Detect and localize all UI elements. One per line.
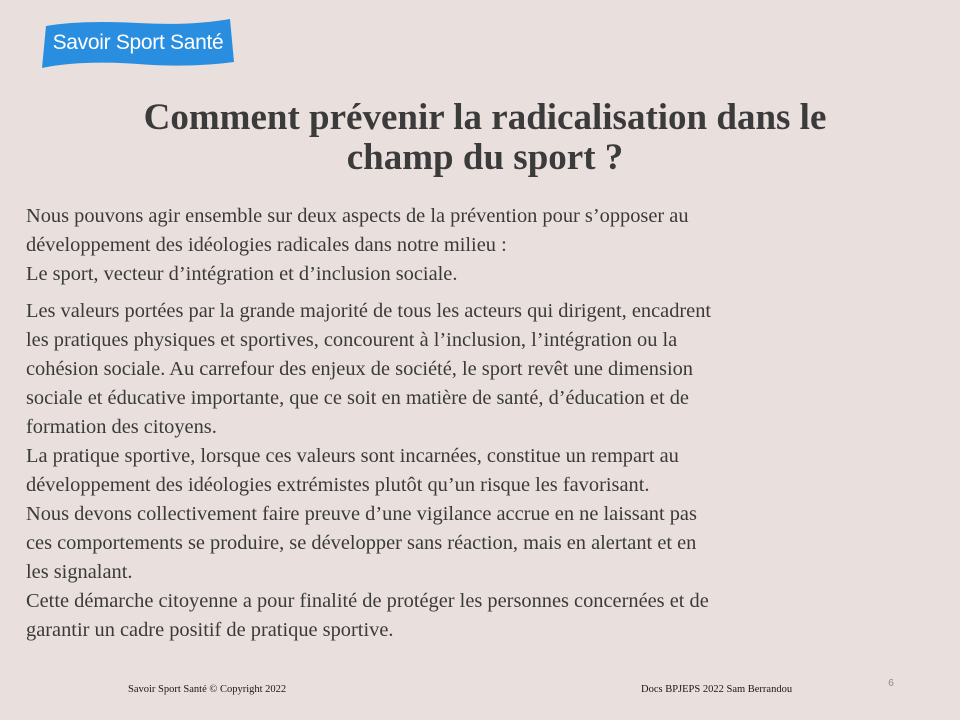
title-line: champ du sport ? (346, 137, 624, 178)
text-line: Nous devons collectivement faire preuve d’une vigilance accrue en ne laissant pas (26, 503, 697, 525)
page-number: 6 (888, 678, 894, 689)
footer-copyright: Savoir Sport Santé © Copyright 2022 (128, 684, 287, 695)
intro-paragraph (26, 202, 936, 289)
text-line: formation des citoyens. (26, 416, 217, 438)
text-line: cohésion sociale. Au carrefour des enjeux de société, le sport revêt une dimension (26, 358, 693, 380)
logo (40, 18, 236, 70)
values-paragraph (26, 297, 936, 645)
text-line: garantir un cadre positif de pratique sportive. (26, 619, 394, 641)
page-title (60, 98, 910, 178)
title-line: Comment prévenir la radicalisation dans le (143, 97, 827, 138)
footer-author: Docs BPJEPS 2022 Sam Berrandou (641, 684, 793, 695)
text-line: Nous pouvons agir ensemble sur deux aspects de la prévention pour s’opposer au (26, 205, 689, 227)
text-line: sociale et éducative importante, que ce soit en matière de santé, d’éducation et de (26, 387, 689, 409)
text-line: ces comportements se produire, se développer sans réaction, mais en alertant et en (26, 532, 697, 554)
text-line: les signalant. (26, 561, 133, 583)
body-text (26, 202, 936, 645)
text-line: Le sport, vecteur d’intégration et d’inclusion sociale. (26, 263, 458, 285)
text-line: développement des idéologies extrémistes plutôt qu’un risque les favorisant. (26, 474, 650, 496)
text-line: développement des idéologies radicales dans notre milieu : (26, 234, 507, 256)
text-line: La pratique sportive, lorsque ces valeurs sont incarnées, constitue un rempart au (26, 445, 679, 467)
text-line: Cette démarche citoyenne a pour finalité de protéger les personnes concernées et de (26, 590, 709, 612)
text-line: les pratiques physiques et sportives, concourent à l’inclusion, l’intégration ou la (26, 329, 678, 351)
text-line: Les valeurs portées par la grande majorité de tous les acteurs qui dirigent, encadrent (26, 300, 712, 322)
logo-text: Savoir Sport Santé (52, 31, 224, 54)
